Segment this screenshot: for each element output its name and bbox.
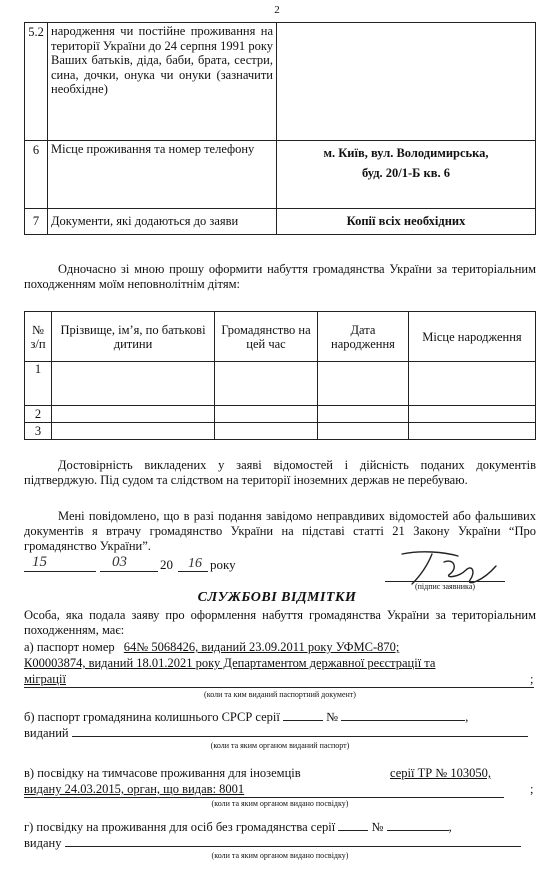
- date-month: 03: [112, 554, 127, 570]
- service-intro: Особа, яка подала заяву про оформлення набуття громадянства України за територіальним походженням, має:: [24, 608, 536, 637]
- item-a-value-3: міграції: [24, 672, 66, 686]
- row-number: 5.2: [25, 23, 48, 141]
- row-question: народження чи постійне проживання на території України до 24 серпня 1991 року Ваших батьків, діда, баби, брата, сестри, сина, дочки, онука чи онуки (зазначити необхідне): [48, 23, 277, 141]
- row-answer: Копії всіх необхідних: [277, 209, 536, 235]
- address-line-2: буд. 20/1-Б кв. 6: [361, 166, 451, 180]
- row-number: 1: [25, 362, 52, 406]
- col-header-name: Прізвище, ім’я, по батькові дитини: [52, 312, 215, 362]
- date-day: 15: [32, 554, 47, 570]
- row-question: Місце проживання та номер телефону: [48, 141, 277, 209]
- date-line: [24, 554, 264, 575]
- row-answer: [277, 23, 536, 141]
- item-a-line-1: [24, 640, 536, 655]
- item-b-line-1: б) паспорт громадянина колишнього СРСР серії № ,: [24, 710, 469, 724]
- table-row: [25, 23, 536, 141]
- row-number: 6: [25, 141, 48, 209]
- service-marks-heading: СЛУЖБОВІ ВІДМІТКИ: [197, 590, 357, 605]
- table-row: [25, 209, 536, 235]
- item-a-prefix: а) паспорт номер: [24, 640, 115, 654]
- item-g-text: г) посвідку на проживання для осіб без громадянства серії: [24, 820, 336, 834]
- item-b-text: б) паспорт громадянина колишнього СРСР серії: [24, 710, 280, 724]
- item-v-line-1: [24, 766, 536, 781]
- row-number: 7: [25, 209, 48, 235]
- row-question: Документи, які додаються до заяви: [48, 209, 277, 235]
- col-header-birth-place: Місце народження: [409, 312, 536, 362]
- item-v-caption: (коли та яким органом видано посвідку): [211, 799, 349, 808]
- item-a-line-3: міграції ;: [24, 672, 534, 686]
- date-year-word: року: [210, 557, 236, 572]
- item-a-value-1: 64№ 5068426, виданий 23.09.2011 року УФМС-870;: [123, 640, 400, 654]
- item-b-issued: виданий: [24, 726, 69, 740]
- page-number: 2: [274, 4, 280, 16]
- date-year-suffix: 16: [188, 556, 202, 571]
- row-number: 3: [25, 423, 52, 440]
- item-g-line-1: г) посвідку на проживання для осіб без громадянства серії № ,: [24, 820, 452, 834]
- table-row: [25, 141, 536, 209]
- warning-paragraph: Мені повідомлено, що в разі подання завідомо неправдивих відомостей або фальшивих документів я втрачу громадянство України на підставі статті 21 Закону України “Про громадянство України”.: [24, 509, 536, 553]
- intro-paragraph: Одночасно зі мною прошу оформити набуття громадянства України за територіальним походженням моїм неповнолітнім дітям:: [24, 262, 536, 291]
- item-b-caption: (коли та яким органом виданий паспорт): [210, 741, 350, 750]
- table-row: [25, 423, 536, 440]
- item-b-line-2: [24, 724, 536, 741]
- item-v-series: серії ТР № 103050,: [390, 766, 491, 780]
- row-number: 2: [25, 406, 52, 423]
- col-header-birth-date: Дата народження: [318, 312, 409, 362]
- col-header-number: № з/п: [25, 312, 52, 362]
- item-v-text: в) посвідку на тимчасове проживання для іноземців: [24, 766, 301, 780]
- item-g-line-2: [24, 834, 536, 851]
- signature-caption: (підпис заявника): [414, 582, 476, 591]
- confirm-paragraph: Достовірність викладених у заяві відомостей і дійсність поданих документів підтверджую. Під судом та слідством на території іноземних держав не перебуваю.: [24, 458, 536, 487]
- item-v-line-2: видану 24.03.2015, орган, що видав: 8001 ;: [24, 782, 534, 796]
- item-g-issued: видану: [24, 836, 62, 850]
- item-a-value-2: К00003874, виданий 18.01.2021 року Департаментом державної реєстрації та: [24, 656, 436, 670]
- col-header-citizenship: Громадянство на цей час: [215, 312, 318, 362]
- table-row: [25, 362, 536, 406]
- item-g-caption: (коли та яким органом видано посвідку): [211, 851, 349, 860]
- address-line-1: м. Київ, вул. Володимирська,: [323, 146, 489, 160]
- table-header-row: [25, 312, 536, 362]
- item-a-caption: (коли та ким виданий паспортний документ): [204, 690, 356, 699]
- item-v-value-2: видану 24.03.2015, орган, що видав: 8001: [24, 782, 245, 796]
- children-table: [24, 311, 536, 440]
- date-year-prefix: 20: [160, 557, 173, 572]
- table-row: [25, 406, 536, 423]
- application-table: [24, 22, 536, 235]
- row-answer: [277, 141, 536, 209]
